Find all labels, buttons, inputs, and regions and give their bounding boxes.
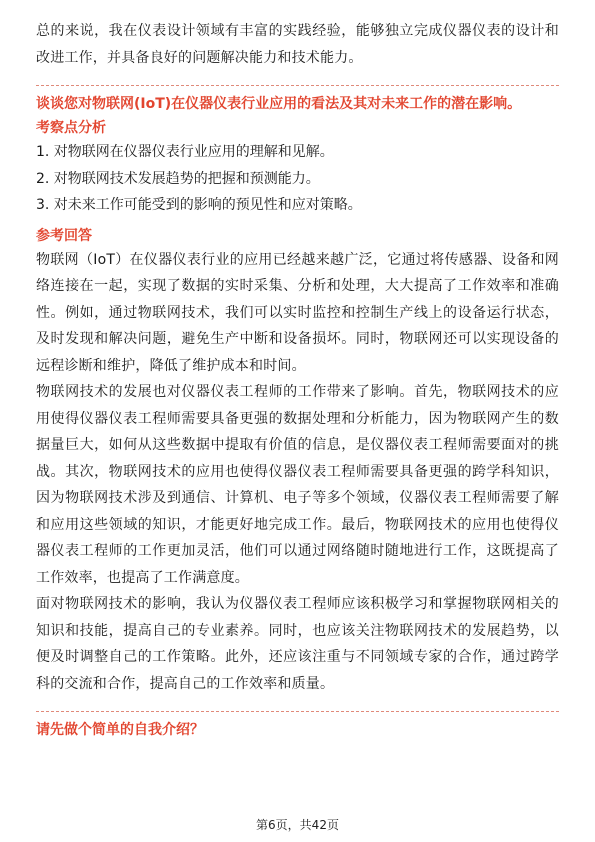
section-divider bbox=[36, 711, 559, 713]
analysis-item: 3. 对未来工作可能受到的影响的预见性和应对策略。 bbox=[36, 197, 362, 213]
question-heading: 谈谈您对物联网(IoT)在仪器仪表行业应用的看法及其对未来工作的潜在影响。 bbox=[36, 96, 522, 112]
analysis-item: 1. 对物联网在仪器仪表行业应用的理解和见解。 bbox=[36, 144, 334, 160]
analysis-item: 2. 对物联网技术发展趋势的把握和预测能力。 bbox=[36, 170, 320, 187]
document-page bbox=[36, 18, 559, 741]
answer-paragraph: 物联网技术的发展也对仪器仪表工程师的工作带来了影响。首先，物联网技术的应用使得仪器仪表工程师需要具备更强的数据处理和分析能力，因为物联网产生的数据量巨大，如何从这些数据中提取有价值的信息，是仪器仪表工程师需要面对的挑战。其次，物联网技术的应用也使得仪器仪表工程师需要具备更强的跨学科知识，因为物联网技术涉及到通信、计算机、电子等多个领域，仪器仪表工程师需要了解和应用这些领域的知识，才能更好地完成工作。最后，物联网技术的应用也使得仪器仪表工程师的工作更加灵活，他们可以通过网络随时随地进行工作，这既提高了工作效率，也提高了工作满意度。 bbox=[36, 384, 559, 586]
page-footer: 第6页，共42页 bbox=[256, 818, 339, 832]
answer-paragraph: 面对物联网技术的影响，我认为仪器仪表工程师应该积极学习和掌握物联网相关的知识和技能，提高自己的专业素养。同时，也应该关注物联网技术的发展趋势，以便及时调整自己的工作策略。此外，还应该注重与不同领域专家的合作，通过跨学科的交流和合作，提高自己的工作效率和质量。 bbox=[36, 596, 559, 692]
section-divider bbox=[36, 85, 559, 87]
intro-paragraph: 总的来说，我在仪表设计领域有丰富的实践经验，能够独立完成仪器仪表的设计和改进工作，并具备良好的问题解决能力和技术能力。 bbox=[36, 23, 559, 66]
answer-paragraph: 物联网（IoT）在仪器仪表行业的应用已经越来越广泛，它通过将传感器、设备和网络连接在一起，实现了数据的实时采集、分析和处理，大大提高了工作效率和准确性。例如，通过物联网技术，我们可以实时监控和控制生产线上的设备运行状态，及时发现和解决问题，避免生产中断和设备损坏。同时，物联网还可以实现设备的远程诊断和维护，降低了维护成本和时间。 bbox=[36, 251, 559, 374]
analysis-label: 考察点分析 bbox=[36, 120, 106, 136]
answer-label: 参考回答 bbox=[36, 227, 92, 244]
next-question-heading: 请先做个简单的自我介绍？ bbox=[36, 722, 204, 738]
